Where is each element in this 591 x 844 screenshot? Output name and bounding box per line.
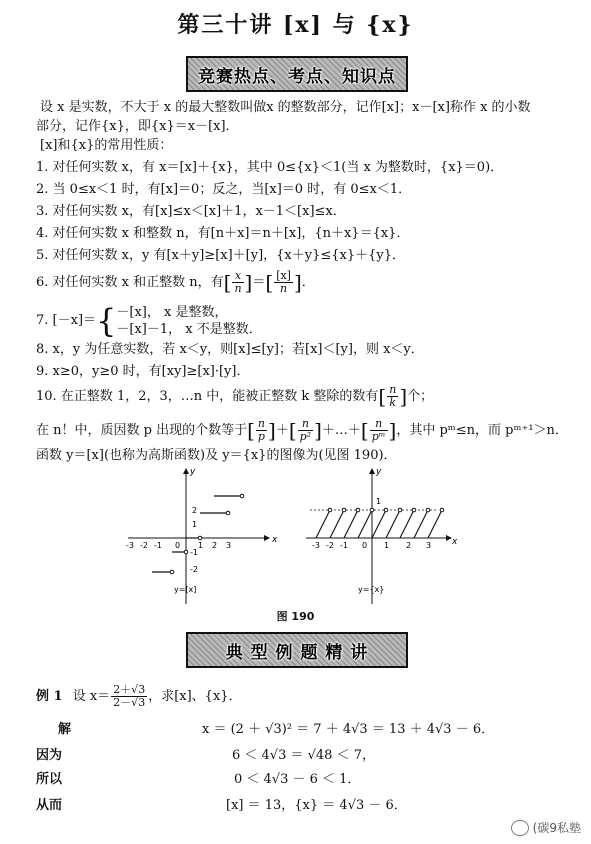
tick-label: -1 — [154, 541, 162, 550]
solution-line-1: x ＝ (2 ＋ √3)² ＝ 7 ＋ 4√3 ＝ 13 ＋ 4√3 － 6． — [202, 722, 495, 737]
property-2: 2. 当 0≤x＜1 时，有[x]＝0；反之，当[x]＝0 时，有 0≤x＜1． — [36, 182, 412, 197]
section-banner-examples: 典 型 例 题 精 讲 — [186, 632, 408, 668]
tick-label: 2 — [192, 506, 198, 515]
property-10-end: 个； — [407, 389, 434, 404]
y-axis-label: y — [190, 467, 196, 477]
intro-line-1: 设 x 是实数，不大于 x 的最大整数叫做x 的整数部分，记作[x]；x－[x]称作 x 的小数 — [40, 100, 531, 115]
property-10: 10. 在正整数 1，2，3，…n 中，能被正整数 k 整除的数有[ $\frac{n}{k}$ ]个； — [36, 383, 434, 409]
fraction-n-over-k — [387, 384, 398, 409]
plus-sign: ＋ — [275, 423, 289, 438]
tick-label: 3 — [226, 541, 232, 550]
fraction-denominator: p — [257, 430, 265, 443]
tick-label: 1 — [376, 497, 382, 506]
property-1: 1. 对任何实数 x，有 x＝[x]＋{x}，其中 0≤{x}＜1(当 x 为整数时，{x}＝0)． — [36, 160, 504, 175]
because-label: 因为 — [36, 748, 63, 763]
y-axis-label: y — [376, 467, 382, 477]
example-question: ，求[x]、{x}． — [148, 689, 242, 704]
graph-fractional-part — [306, 467, 458, 604]
tick-label: 1 — [198, 541, 204, 550]
tick-label: 2 — [406, 541, 412, 550]
case-non-integer: －[x]－1， x 不是整数． — [116, 322, 262, 337]
y-axis-arrow-icon — [369, 468, 375, 474]
tick-label: -3 — [312, 541, 320, 550]
solution-line-3: 0 ＜ 4√3 － 6 ＜ 1． — [234, 772, 361, 787]
solution-line-4: [x] ＝ 13，{x} ＝ 4√3 － 6． — [226, 798, 407, 813]
tick-label: -2 — [140, 541, 148, 550]
function-graphs — [120, 466, 460, 606]
intro-line-3: [x]和{x}的常用性质： — [40, 138, 173, 153]
lecture-title: 第三十讲 [x] 与 {x} — [177, 12, 414, 38]
tick-label: 1 — [192, 520, 198, 529]
tick-label: 2 — [212, 541, 218, 550]
legendre-formula: 在 n！中，质因数 p 出现的个数等于[ $\frac{n}{p}$ ]＋[ $\frac{n}{\text{p²}}$ ]＋…＋[ $\frac{n}{\text{pᵐ}}$ ]，其中 pᵐ≤n，而 pᵐ⁺¹＞n． — [36, 417, 568, 443]
fraction-denominator: 2－√3 — [113, 696, 146, 709]
watermark-text: (碳9私塾 — [532, 821, 581, 835]
fraction-numerator: n — [389, 383, 397, 396]
graph-1-label: y=[x] — [174, 585, 197, 594]
fraction-denominator: n — [234, 282, 242, 295]
fraction-denominator: n — [280, 282, 288, 295]
tick-label: -3 — [126, 541, 134, 550]
hence-label: 从而 — [36, 798, 63, 813]
case-integer: －[x]， x 是整数， — [116, 305, 228, 320]
property-4: 4. 对任何实数 x 和整数 n，有[n＋x]＝n＋[x]，{n＋x}＝{x}． — [36, 226, 410, 241]
property-9: 9. x≥0，y≥0 时，有[xy]≥[x]·[y]． — [36, 364, 250, 379]
graph-2-label: y={x} — [358, 585, 385, 594]
example-text: 设 x＝ — [72, 689, 111, 704]
legendre-text: 在 n！中，质因数 p 出现的个数等于 — [36, 423, 248, 438]
solution-line-2: 6 ＜ 4√3 ＝ √48 ＜ 7， — [232, 748, 375, 763]
property-10-text: 10. 在正整数 1，2，3，…n 中，能被正整数 k 整除的数有 — [36, 389, 379, 404]
wechat-icon — [511, 820, 529, 836]
solution-label: 解 — [58, 722, 72, 737]
fraction-denominator: pᵐ — [371, 430, 386, 443]
origin-label: 0 — [362, 541, 368, 550]
watermark — [511, 819, 581, 836]
ellipsis-sum: ＋…＋ — [321, 423, 361, 438]
graph-floor-function — [126, 467, 278, 604]
fraction-n-over-p2 — [298, 418, 313, 443]
period: ． — [301, 275, 315, 290]
x-axis-label: x — [272, 535, 278, 545]
property-3: 3. 对任何实数 x，有[x]≤x＜[x]＋1，x－1＜[x]≤x． — [36, 204, 346, 219]
y-axis-arrow-icon — [183, 468, 189, 474]
fraction-n-over-pm — [370, 418, 388, 443]
fraction-numerator: x — [232, 270, 243, 283]
tick-label: 1 — [384, 541, 390, 550]
fraction-numerator: n — [257, 417, 265, 430]
tick-label: 3 — [426, 541, 432, 550]
section-banner-hotspots: 竞赛热点、考点、知识点 — [186, 56, 408, 92]
therefore-label: 所以 — [36, 772, 63, 787]
origin-label: 0 — [175, 541, 181, 550]
property-7: 7. [－x]＝{ －[x]， x 是整数， －[x]－1， x 不是整数． — [36, 302, 262, 340]
legendre-condition: ，其中 pᵐ≤n，而 pᵐ⁺¹＞n． — [396, 423, 568, 438]
fraction-numerator: 2＋√3 — [113, 683, 146, 696]
fraction-denominator: p² — [299, 430, 312, 443]
fraction-x-over-n — [232, 270, 243, 295]
property-5: 5. 对任何实数 x，y 有[x＋y]≥[x]＋[y]，{x＋y}≤{x}＋{y}． — [36, 248, 406, 263]
fraction-numerator: n — [298, 418, 313, 431]
tick-label: -2 — [326, 541, 334, 550]
graph-intro: 函数 y＝[x](也称为高斯函数)及 y＝{x}的图像为(见图 190)． — [36, 448, 397, 463]
property-6: 6. 对任何实数 x 和正整数 n，有[ $\frac{x}{n}$ ]＝[ $\frac{[x]}{n}$ ]． — [36, 269, 315, 295]
fraction-floor-x-over-n — [274, 270, 293, 295]
fraction-denominator: k — [389, 396, 397, 409]
property-7-lhs: 7. [－x]＝ — [36, 313, 97, 328]
tick-label: -1 — [340, 541, 348, 550]
property-8: 8. x，y 为任意实数，若 x＜y，则[x]≤[y]；若[x]＜[y]，则 x＜y． — [36, 342, 424, 357]
tick-label: -2 — [190, 565, 198, 574]
example-label: 例 1 — [36, 689, 63, 704]
fraction-example-x — [111, 684, 147, 709]
x-axis-label: x — [452, 537, 458, 547]
example-1-statement — [36, 684, 242, 709]
intro-line-2: 部分，记作{x}，即{x}＝x－[x]． — [36, 119, 239, 134]
equals-sign: ＝ — [252, 275, 266, 290]
fraction-numerator: [x] — [276, 269, 291, 282]
fraction-numerator: n — [370, 418, 388, 431]
figure-caption: 图 190 — [276, 610, 315, 623]
tick-label: -1 — [190, 548, 198, 557]
x-axis-arrow-icon — [264, 535, 270, 541]
property-6-text: 6. 对任何实数 x 和正整数 n，有 — [36, 275, 224, 290]
fraction-n-over-p — [256, 418, 267, 443]
